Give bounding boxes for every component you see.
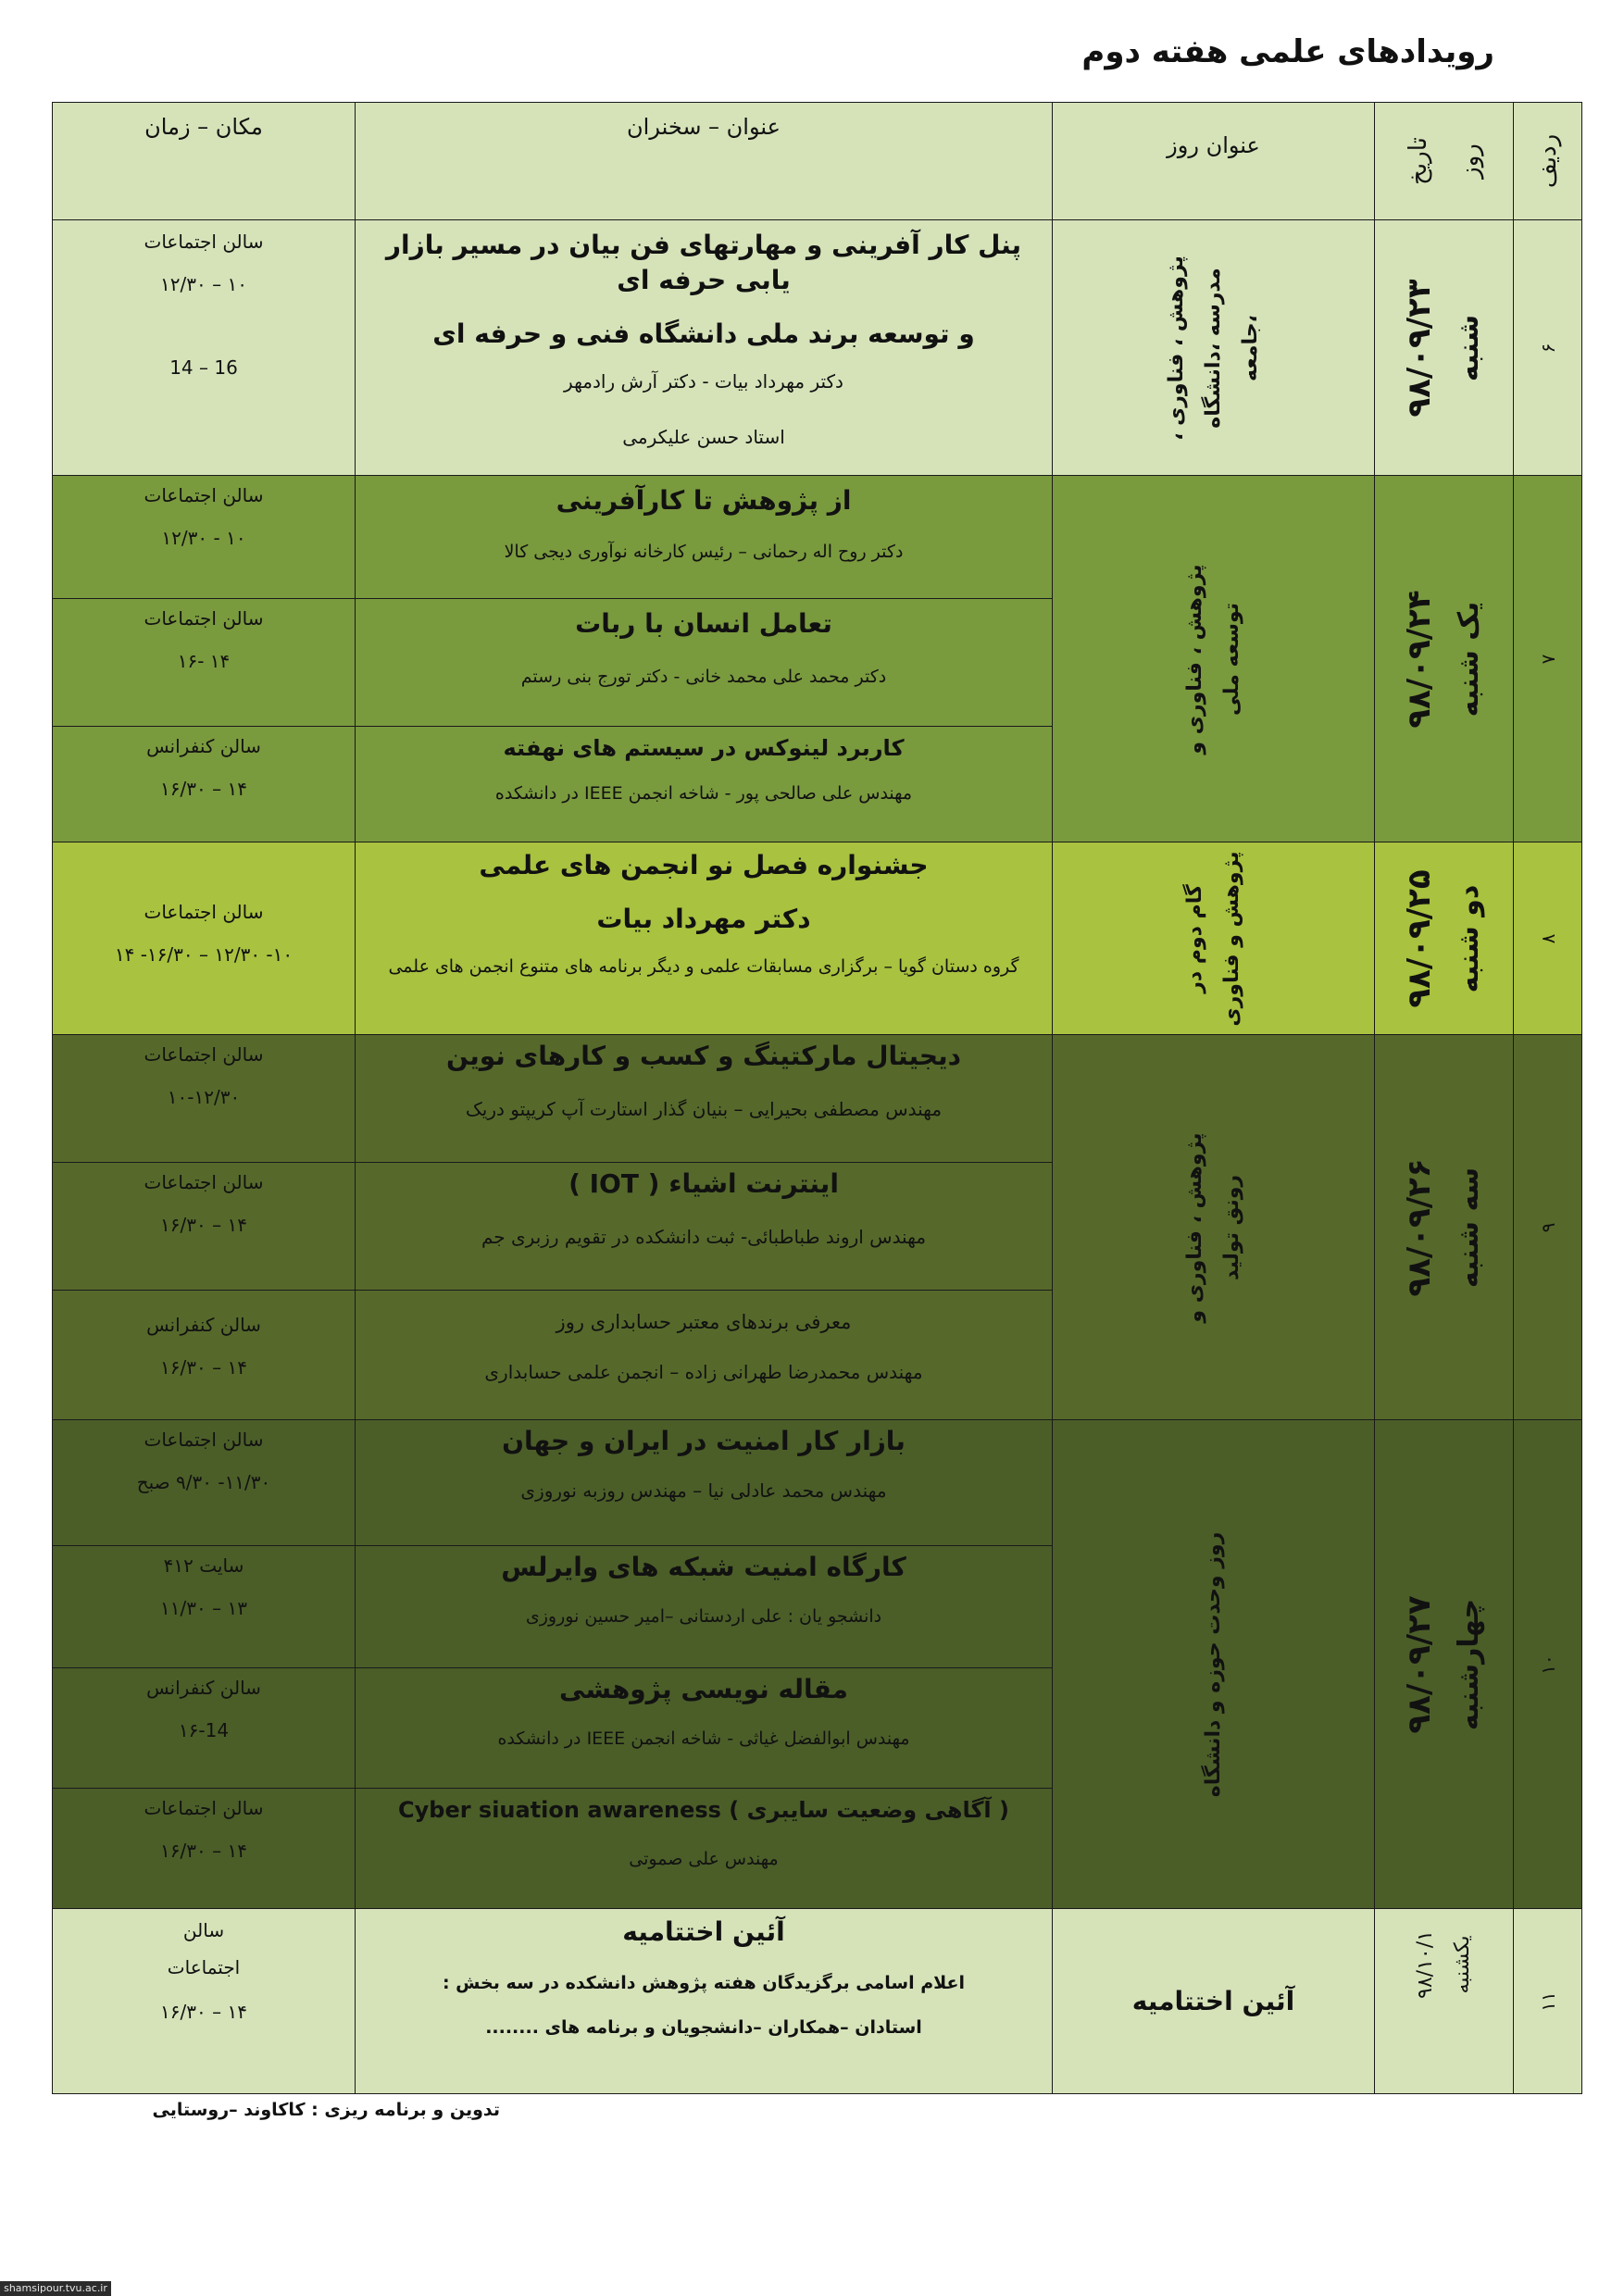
talk-title: از پژوهش تا کارآفرینی [556, 485, 852, 516]
row-theme: پژوهش ، فناوری و توسعه ملی [1053, 476, 1375, 842]
row-date: ۹۸/۰۹/۲۳ [1400, 278, 1438, 418]
schedule-table [52, 102, 1582, 2094]
talk-cell [356, 1909, 1053, 2094]
place-time-cell [53, 476, 356, 599]
talk-speakers: دکتر مهرداد بیات - دکتر آرش رادمهر [564, 370, 843, 393]
place-label: سالن اجتماعات [144, 1429, 264, 1451]
row-day: چهارشنبه [1452, 1598, 1485, 1730]
time-label: ۱۳ – ۱۱/۳۰ [160, 1597, 247, 1619]
talk-title: دکتر مهرداد بیات [596, 904, 811, 934]
talk-title: تعامل انسان با ربات [575, 608, 832, 639]
talk-title: کاربرد لینوکس در سیستم های نهفته [503, 735, 905, 761]
header-row-num: ردیف [1514, 103, 1582, 220]
place-label: سالن اجتماعات [144, 231, 264, 253]
time-label: 16 – 14 [169, 356, 238, 379]
talk-title: دیجیتال مارکتینگ و کسب و کارهای نوین [446, 1041, 961, 1071]
row-theme: پژوهش ، فناوری و رونق تولید [1053, 1035, 1375, 1420]
time-label: ۱۴ – ۱۶/۳۰ [160, 2001, 247, 2023]
place-label: سالن اجتماعات [144, 1171, 264, 1193]
place-time-cell [53, 842, 356, 1035]
place-time-cell [53, 1668, 356, 1789]
time-label: ۱۰- ۱۲/۳۰ – ۱۶/۳۰- ۱۴ [114, 943, 294, 966]
talk-title: کارگاه امنیت شبکه های وایرلس [501, 1552, 906, 1582]
row-date: ۹۸/۰۹/۲۵ [1400, 868, 1438, 1008]
place-time-cell [53, 1546, 356, 1668]
talk-speakers: دانشجو یان : علی اردستانی –امیر حسین نوروزی [525, 1606, 882, 1627]
row-date: ۹۸/۰۹/۲۶ [1400, 1157, 1438, 1297]
place-time-cell [53, 1163, 356, 1291]
place-time-cell [53, 1789, 356, 1909]
place-label: سالن اجتماعات [144, 901, 264, 923]
place-time-cell [53, 1420, 356, 1546]
talk-title: و توسعه برند ملی دانشگاه فنی و حرفه ای [432, 318, 975, 349]
row-theme: روز وحدت حوزه و دانشگاه [1053, 1420, 1375, 1909]
time-label: ۱۴ – ۱۶/۳۰ [160, 1840, 247, 1862]
talk-title: ( آگاهی وضعیت سایبری ) Cyber siuation awareness [398, 1797, 1009, 1823]
talk-title: بازار کار امنیت در ایران و جهان [502, 1426, 906, 1456]
time-label: ۱۴ – ۱۶/۳۰ [160, 1214, 247, 1236]
time-label: ۱۰ – ۱۲/۳۰ [160, 273, 247, 295]
talk-speakers: گروه دستان گویا – برگزاری مسابقات علمی و دیگر برنامه های متنوع انجمن های علمی [388, 956, 1019, 977]
talk-cell [356, 842, 1053, 1035]
header-date: تاریخ [1404, 137, 1432, 185]
row-date: ۹۸/۰۹/۲۴ [1400, 589, 1438, 729]
talk-cell [356, 220, 1053, 476]
row-date-day [1375, 220, 1514, 476]
row-date-day [1375, 1909, 1514, 2094]
place-label: سالن کنفرانس [146, 1314, 261, 1336]
talk-speakers: مهندس محمد عادلی نیا – مهندس روزبه نوروزی [520, 1479, 887, 1502]
time-label: ۱۶-14 [178, 1719, 230, 1741]
talk-title: اینترنت اشیاء ( IOT ) [568, 1168, 839, 1199]
table-row [53, 476, 1582, 599]
row-day: سه شنبه [1452, 1167, 1485, 1288]
talk-title: پنل کار آفرینی و مهارتهای فن بیان در مسیر بازار یابی حرفه ای [385, 230, 1022, 295]
talk-speakers: مهندس ابوالفضل غیاثی - شاخه انجمن IEEE در دانشکده [497, 1728, 910, 1749]
header-place-time: مکان – زمان [53, 103, 356, 220]
talk-speakers: مهندس مصطفی بحیرایی – بنیان گذار استارت آپ کریپتو دریک [465, 1098, 943, 1120]
place-label: سالن کنفرانس [146, 735, 261, 757]
place-time-cell [53, 727, 356, 842]
talk-title: معرفی برندهای معتبر حسابداری روز [556, 1311, 852, 1333]
row-date: ۹۸/۰۹/۲۷ [1400, 1594, 1438, 1734]
row-number: ۹ [1514, 1035, 1582, 1420]
talk-title: آئین اختتامیه [622, 1916, 785, 1947]
time-label: ۱۱/۳۰- ۹/۳۰ صبح [136, 1471, 271, 1493]
header-day: روز [1455, 144, 1484, 179]
talk-cell [356, 476, 1053, 599]
place-label: اجتماعات [167, 1956, 241, 1978]
watermark: shamsipour.tvu.ac.ir [0, 2281, 111, 2296]
row-date-day [1375, 476, 1514, 842]
talk-speakers: مهندس علی صموتی [629, 1849, 779, 1869]
table-row [53, 1035, 1582, 1163]
talk-cell [356, 1291, 1053, 1420]
row-theme: پژوهش ، فناوری ، مدرسه ،دانشگاه ،جامعه [1053, 220, 1375, 476]
time-label: ۱۰-۱۲/۳۰ [167, 1086, 241, 1108]
talk-speakers: استادان –همکاران –دانشجویان و برنامه های ........ [485, 2017, 922, 2038]
row-date-day [1375, 1420, 1514, 1909]
row-day: یک شنبه [1452, 601, 1485, 717]
talk-speakers: مهندس اروند طباطبائی- ثبت دانشکده در تقویم رزبری جم [481, 1226, 927, 1248]
talk-speakers: استاد حسن علیکرمی [622, 426, 785, 448]
table-row [53, 1420, 1582, 1546]
place-label: سالن اجتماعات [144, 1043, 264, 1066]
place-time-cell [53, 220, 356, 476]
talk-speakers: دکتر روح اله رحمانی – رئیس کارخانه نوآوری دیجی کالا [504, 542, 904, 562]
row-date: ۹۸/۱۰/۱ [1413, 1929, 1437, 1999]
talk-speakers: مهندس محمدرضا طهرانی زاده – انجمن علمی حسابداری [484, 1361, 923, 1383]
table-row [53, 842, 1582, 1035]
place-time-cell [53, 1291, 356, 1420]
talk-cell [356, 1163, 1053, 1291]
place-time-cell [53, 1909, 356, 2094]
row-day: دو شنبه [1452, 884, 1485, 992]
talk-speakers: مهندس علی صالحی پور - شاخه انجمن IEEE در دانشکده [494, 783, 913, 804]
time-label: ۱۴ – ۱۶/۳۰ [160, 778, 247, 800]
place-time-cell [53, 599, 356, 727]
row-number: ۷ [1514, 476, 1582, 842]
place-label: سایت ۴۱۲ [163, 1554, 244, 1577]
talk-title: مقاله نویسی پژوهشی [559, 1674, 848, 1704]
row-theme: آئین اختتامیه [1053, 1909, 1375, 2094]
talk-cell [356, 599, 1053, 727]
time-label: ۱۴ -۱۶ [177, 650, 231, 672]
row-number: ۱۱ [1514, 1909, 1582, 2094]
talk-speakers: اعلام اسامی برگزیدگان هفته پژوهش دانشکده در سه بخش : [442, 1973, 966, 1993]
place-label: سالن [182, 1919, 225, 1941]
header-talk: عنوان – سخنران [356, 103, 1053, 220]
place-label: سالن کنفرانس [146, 1677, 261, 1699]
header-row [53, 103, 1582, 220]
row-date-day [1375, 842, 1514, 1035]
row-date-day [1375, 1035, 1514, 1420]
table-row [53, 1909, 1582, 2094]
place-label: سالن اجتماعات [144, 1797, 264, 1819]
talk-cell [356, 1546, 1053, 1668]
talk-title: جشنواره فصل نو انجمن های علمی [479, 850, 929, 880]
footer-note: تدوین و برنامه ریزی : کاکاوند –روستایی [152, 2100, 500, 2120]
row-day: شنبه [1452, 314, 1485, 381]
time-label: ۱۰ - ۱۲/۳۰ [161, 527, 246, 549]
time-label: ۱۴ – ۱۶/۳۰ [160, 1356, 247, 1379]
row-day: یکشنبه [1450, 1935, 1474, 1994]
header-date-day [1375, 103, 1514, 220]
row-number: ۱۰ [1514, 1420, 1582, 1909]
row-theme: گام دوم در پژوهش و فناوری [1053, 842, 1375, 1035]
place-label: سالن اجتماعات [144, 607, 264, 630]
talk-speakers: دکتر محمد علی محمد خانی - دکتر تورج بنی رستم [520, 667, 887, 687]
talk-cell [356, 1668, 1053, 1789]
header-day-title: عنوان روز [1053, 103, 1375, 220]
talk-cell [356, 1789, 1053, 1909]
page-title: رویدادهای علمی هفته دوم [1081, 33, 1494, 70]
place-label: سالن اجتماعات [144, 484, 264, 506]
talk-cell [356, 1420, 1053, 1546]
table-row [53, 220, 1582, 476]
row-number: ۶ [1514, 220, 1582, 476]
talk-cell [356, 727, 1053, 842]
place-time-cell [53, 1035, 356, 1163]
talk-cell [356, 1035, 1053, 1163]
row-number: ۸ [1514, 842, 1582, 1035]
